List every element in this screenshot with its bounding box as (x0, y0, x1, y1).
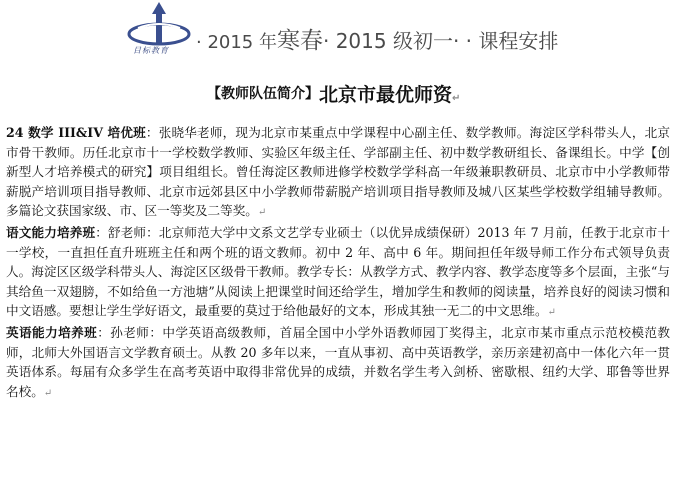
teacher-class-label: 24 数学 III&IV 培优班 (6, 125, 146, 140)
teacher-item-english (6, 323, 670, 403)
teacher-description: ：张晓华老师，现为北京市某重点中学课程中心副主任、数学教师。海淀区学科带头人，北京市骨干教师。历任北京市十一学校数学教师、实验区年级主任、学部副主任、初中数学教研组长、备课组长。中学【创新型人才培养模式的研究】项目组组长。曾任海淀区教师进修学校数学学科高一年级兼职教研员、北京市中小学教师带薪脱产培训项目指导教师、北京市远郊县区中小学教师带薪脱产培训项目指导教师及城八区某些学校数学组辅导教师。多篇论文获国家级、市、区一等奖及二等奖。 (6, 125, 670, 219)
teacher-class-label: 语文能力培养班 (6, 224, 96, 240)
teacher-item-math (6, 123, 670, 223)
section-bracket-label: 【教师队伍简介】 (207, 86, 319, 102)
teacher-description: ：孙老师：中学英语高级教师，首届全国中小学外语教师园丁奖得主，北京市某市重点示范校模范教师，北师大外国语言文学教育硕士。从教 20 多年以来，一直从事初、高中英语教学，亲历亲建初高中一体化六年一贯英语体系。每届有众多学生在高考英语中取得非常优异的成绩，并数名学生考入剑桥、密歇根、纽约大学、耶鲁等世界名校。 (6, 324, 671, 399)
teacher-list (6, 123, 670, 403)
page-header (0, 0, 677, 82)
paragraph-mark-icon: ↵ (452, 93, 461, 104)
teacher-class-label: 英语能力培养班 (6, 324, 98, 340)
title-season: 寒春 (276, 28, 323, 54)
paragraph-mark-icon: ↵ (43, 387, 53, 399)
page-title (196, 22, 558, 55)
paragraph-mark-icon: ↵ (257, 207, 267, 219)
logo-text: 目标教育 (133, 46, 169, 55)
teacher-item-chinese (6, 223, 670, 323)
title-suffix: · 2015 级初一· · 课程安排 (322, 29, 559, 53)
teacher-description: ：舒老师：北京师范大学中文系文艺学专业硕士（以优异成绩保研）2013 年 7 月前，任教于北京市十一学校，一直担任直升班班主任和两个班的语文教师。初中 2 年、高中 6 年。期间担任年级导师工作分布式领导负责人。海淀区区级学科带头人、海淀区区级骨干教师。教学专长：从教学方式、教学内容、教学态度等多个层面，主张“与其给鱼一双翅膀，不如给鱼一方池塘”从阅读上把课堂时间还给学生，增加学生和教师的阅读量，培养良好的阅读习惯和中文语感。要想让学生学好语文，最重要的莫过于给他最好的文本，形成其独一无二的中文思维。 (6, 224, 671, 319)
paragraph-mark-icon: ↵ (547, 307, 556, 319)
title-prefix: · 2015 年 (196, 32, 277, 53)
section-heading-text: 北京市最优师资 (319, 84, 453, 106)
section-heading (207, 80, 460, 107)
